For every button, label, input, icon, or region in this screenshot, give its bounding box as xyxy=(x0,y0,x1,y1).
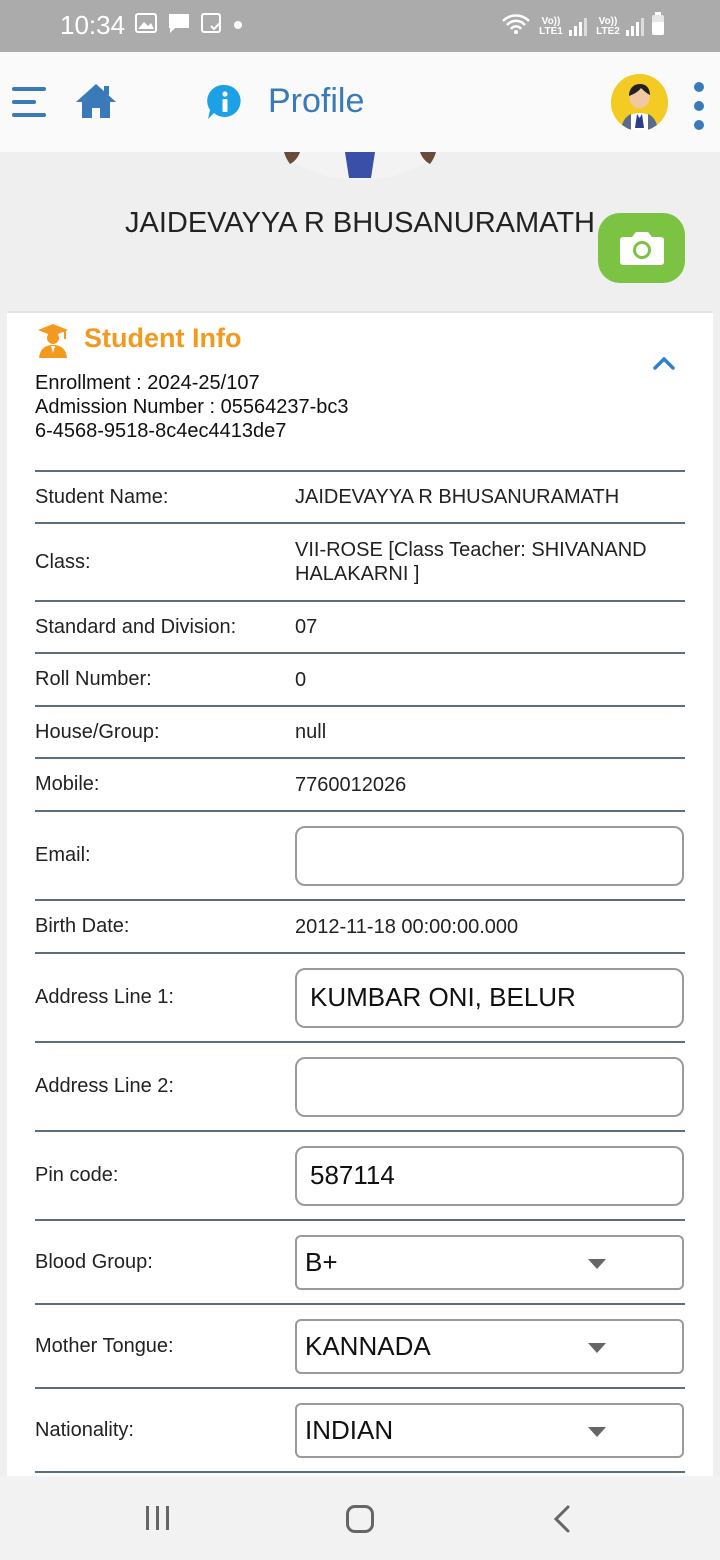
row-mobile xyxy=(35,757,685,810)
row-label: House/Group: xyxy=(35,720,160,743)
avatar[interactable] xyxy=(611,74,668,131)
back-icon[interactable] xyxy=(552,1504,572,1539)
row-label: Class: xyxy=(35,550,91,573)
app-bar xyxy=(0,52,720,152)
sim2-label: Vo)) LTE2 xyxy=(596,15,620,37)
status-bar xyxy=(0,0,720,52)
row-label: Blood Group: xyxy=(35,1250,153,1273)
sim1-signal xyxy=(537,17,588,37)
gallery-icon xyxy=(135,13,157,38)
nationality-select[interactable] xyxy=(295,1403,684,1458)
row-label: Email: xyxy=(35,844,91,866)
student-info-card xyxy=(7,311,713,1476)
card-title: Student Info xyxy=(84,323,242,353)
enrollment-text: Enrollment : 2024-25/107 xyxy=(35,372,260,394)
mother-tongue-select[interactable] xyxy=(295,1319,684,1374)
row-value: 0 xyxy=(295,668,307,691)
row-value: VII-ROSE [Class Teacher: SHIVANAND HALAKARNI ] xyxy=(295,539,647,585)
select-value: B+ xyxy=(305,1246,338,1277)
status-time: 10:34 xyxy=(60,10,126,40)
info-icon[interactable] xyxy=(207,84,245,127)
caret-down-icon xyxy=(588,1343,606,1353)
camera-icon xyxy=(619,230,665,266)
row-label: Mother Tongue: xyxy=(35,1334,174,1357)
info-rows xyxy=(35,470,685,1473)
row-address-line-1 xyxy=(35,952,685,1041)
status-system-icons xyxy=(501,12,665,41)
enrollment-meta xyxy=(35,371,355,443)
status-notification-icons xyxy=(135,12,243,39)
row-roll-number xyxy=(35,652,685,705)
row-label: Address Line 2: xyxy=(35,1075,174,1097)
select-value: KANNADA xyxy=(305,1330,431,1361)
row-label: Student Name: xyxy=(35,485,169,508)
wifi-icon xyxy=(501,13,531,40)
caret-down-icon xyxy=(588,1259,606,1269)
blood-group-select[interactable] xyxy=(295,1235,684,1290)
divider xyxy=(35,1471,685,1473)
message-icon xyxy=(167,12,191,39)
row-standard xyxy=(35,600,685,652)
email-field[interactable] xyxy=(295,826,684,886)
signal-icon xyxy=(568,17,588,37)
profile-photo xyxy=(270,152,450,182)
row-class xyxy=(35,522,685,600)
home-icon[interactable] xyxy=(74,82,118,125)
row-value: JAIDEVAYYA R BHUSANURAMATH xyxy=(295,486,620,508)
pin-code-field[interactable]: 587114 xyxy=(295,1146,684,1206)
row-label: Roll Number: xyxy=(35,668,152,690)
admission-text: Admission Number : 05564237-bc36-4568-9518-8c4ec4413de7 xyxy=(35,396,349,442)
home-nav-icon[interactable] xyxy=(346,1505,374,1533)
row-value: 2012-11-18 00:00:00.000 xyxy=(295,915,519,938)
page-title: Profile xyxy=(268,82,365,120)
row-student-name xyxy=(35,470,685,522)
row-value: 7760012026 xyxy=(295,773,407,796)
row-value: null xyxy=(295,721,327,743)
row-label: Mobile: xyxy=(35,773,100,795)
row-label: Pin code: xyxy=(35,1164,119,1186)
row-label: Standard and Division: xyxy=(35,615,237,638)
row-label: Birth Date: xyxy=(35,915,130,937)
sim1-label: Vo)) LTE1 xyxy=(539,15,563,37)
row-value: 07 xyxy=(295,616,318,638)
row-birth-date xyxy=(35,899,685,952)
signal-icon xyxy=(625,17,645,37)
system-nav-bar xyxy=(0,1476,720,1560)
calendar-check-icon xyxy=(201,12,223,39)
row-blood-group xyxy=(35,1219,685,1303)
row-email xyxy=(35,810,685,899)
row-pin-code xyxy=(35,1130,685,1219)
row-label: Nationality: xyxy=(35,1418,134,1441)
address-line-1-field[interactable]: KUMBAR ONI, BELUR xyxy=(295,968,684,1028)
sim2-signal xyxy=(594,17,645,37)
caret-down-icon xyxy=(588,1427,606,1437)
address-line-2-field[interactable] xyxy=(295,1057,684,1117)
row-house xyxy=(35,705,685,757)
recents-icon[interactable] xyxy=(146,1506,169,1530)
kebab-icon[interactable] xyxy=(694,82,704,130)
graduate-icon xyxy=(36,323,70,364)
select-value: INDIAN xyxy=(305,1414,394,1445)
dot-icon xyxy=(233,17,243,35)
camera-button[interactable] xyxy=(598,213,685,283)
row-address-line-2 xyxy=(35,1041,685,1130)
row-nationality xyxy=(35,1387,685,1471)
student-name-heading: JAIDEVAYYA R BHUSANURAMATH xyxy=(125,207,595,239)
row-label: Address Line 1: xyxy=(35,986,174,1008)
chevron-up-icon[interactable] xyxy=(652,355,676,376)
row-mother-tongue xyxy=(35,1303,685,1387)
menu-icon[interactable] xyxy=(12,85,48,124)
battery-icon xyxy=(651,12,665,41)
